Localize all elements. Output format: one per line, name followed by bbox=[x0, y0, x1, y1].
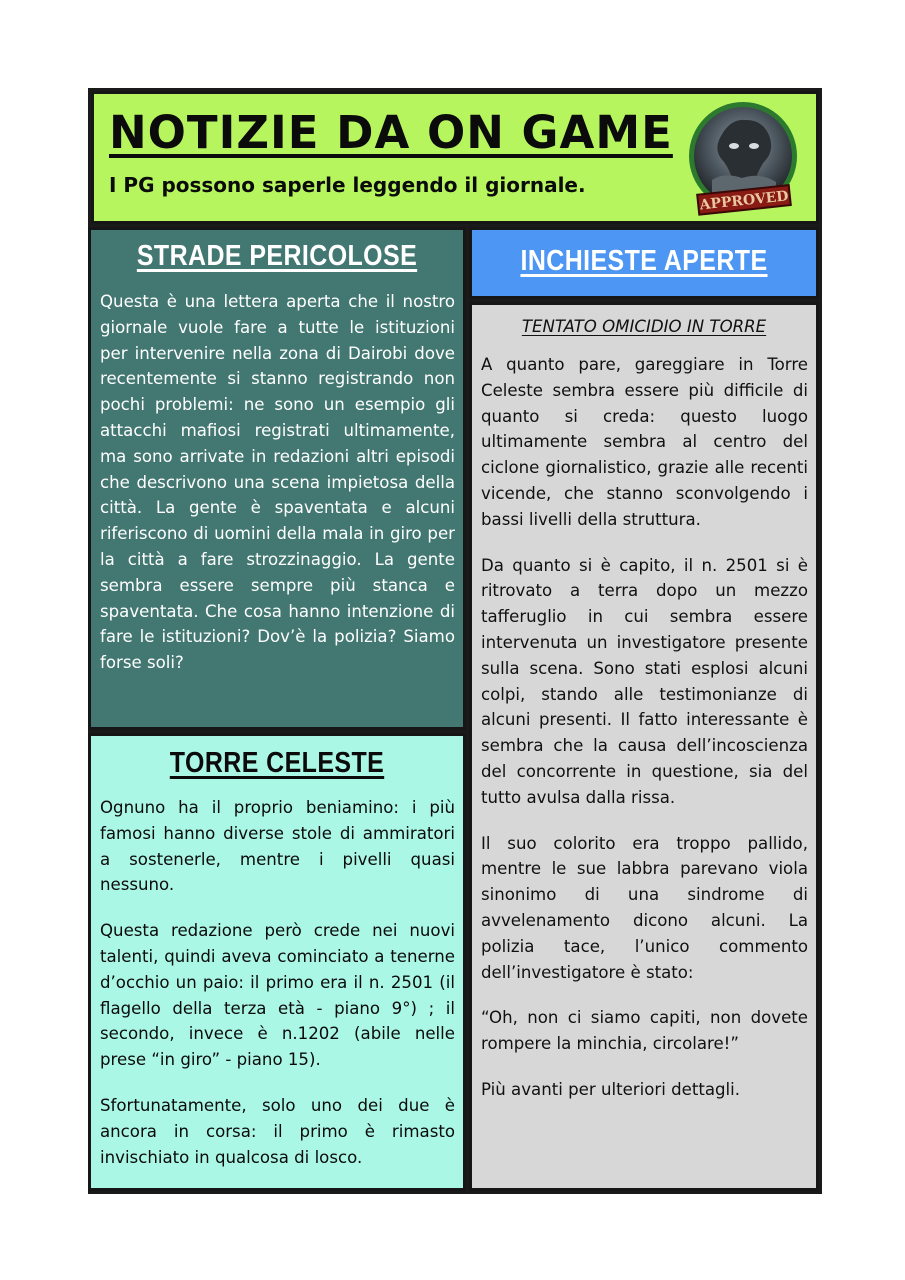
approved-stamp-text: APPROVED bbox=[698, 188, 790, 214]
strade-title: STRADE PERICOLOSE bbox=[136, 240, 418, 272]
tentato-paragraph-5: Più avanti per ulteriori dettagli. bbox=[481, 1079, 741, 1099]
strade-paragraph: Questa è una lettera aperta che il nostro giornale vuole fare a tutte le istituzioni per intervenire nella zona di Dairobi dove recentemente si stanno registrando non pochi problemi: ne sono un esempio gli attacchi mafiosi registrati ultimamente, ma sono arrivate in redazioni altri episodi che descrivono una scena impietosa della città. La gente è spaventata e alcuni riferiscono di uomini della mala in giro per la città a fare strozzinaggio. La gente sembra essere sempre più stanca e spaventata. Che cosa hanno intenzione di fare le istituzioni? Dov’è la polizia? Siamo forse soli? bbox=[100, 292, 455, 673]
tentato-quote: “Oh, non ci siamo capiti, non dovete rompere la minchia, circolare!” bbox=[481, 1008, 808, 1054]
torre-paragraph-1: Ognuno ha il proprio beniamino: i più famosi hanno diverse stole di ammiratori a sostenerle, mentre i pivelli quasi nessuno. bbox=[100, 798, 455, 895]
tentato-paragraph-1: A quanto pare, gareggiare in Torre Celeste sembra essere più difficile di quanto si creda: questo luogo ultimamente sembra al centro del ciclone giornalistico, grazie alle recenti vicende, che stanno sconvolgendo i bassi livelli della struttura. bbox=[481, 355, 808, 529]
section-torre-celeste bbox=[88, 733, 466, 1191]
approved-seal-icon bbox=[684, 100, 802, 218]
torre-paragraph-3: Sfortunatamente, solo uno dei due è ancora in corsa: il primo è rimasto invischiato in qualcosa di losco. bbox=[100, 1095, 455, 1167]
page-subtitle: I PG possono saperle leggendo il giornale. bbox=[109, 173, 586, 197]
section-inchieste-aperte-header bbox=[469, 227, 819, 299]
section-tentato-omicidio bbox=[469, 302, 819, 1191]
torre-title: TORRE CELESTE bbox=[169, 747, 385, 779]
tentato-kicker: TENTATO OMICIDIO IN TORRE bbox=[521, 317, 767, 336]
torre-paragraph-2: Questa redazione però crede nei nuovi talenti, quindi aveva cominciato a tenerne d’occhio un paio: il primo era il n. 2501 (il flagello della terza età - piano 9°) ; il secondo, invece è n.1202 (abile nelle prese “in giro” - piano 15). bbox=[100, 921, 455, 1070]
section-strade-pericolose bbox=[88, 227, 466, 730]
header-banner bbox=[91, 91, 819, 224]
tentato-paragraph-3: Il suo colorito era troppo pallido, mentre le sue labbra parevano viola sinonimo di una sindrome di avvelenamento dicono alcuni. La polizia tace, l’unico commento dell’investigatore è stato: bbox=[481, 833, 808, 982]
page-title: NOTIZIE DA ON GAME bbox=[109, 106, 673, 159]
inchieste-title: INCHIESTE APERTE bbox=[520, 245, 768, 277]
tentato-paragraph-2: Da quanto si è capito, il n. 2501 si è ritrovato a terra dopo un mezzo tafferuglio in cui sembra essere intervenuta un investigatore presente sulla scena. Sono stati esplosi alcuni colpi, stando alle testimonianze di alcuni presenti. Il fatto interessante è sembra che la causa dell’incoscienza del concorrente in questione, sia del tutto avulsa dalla rissa. bbox=[481, 555, 808, 807]
